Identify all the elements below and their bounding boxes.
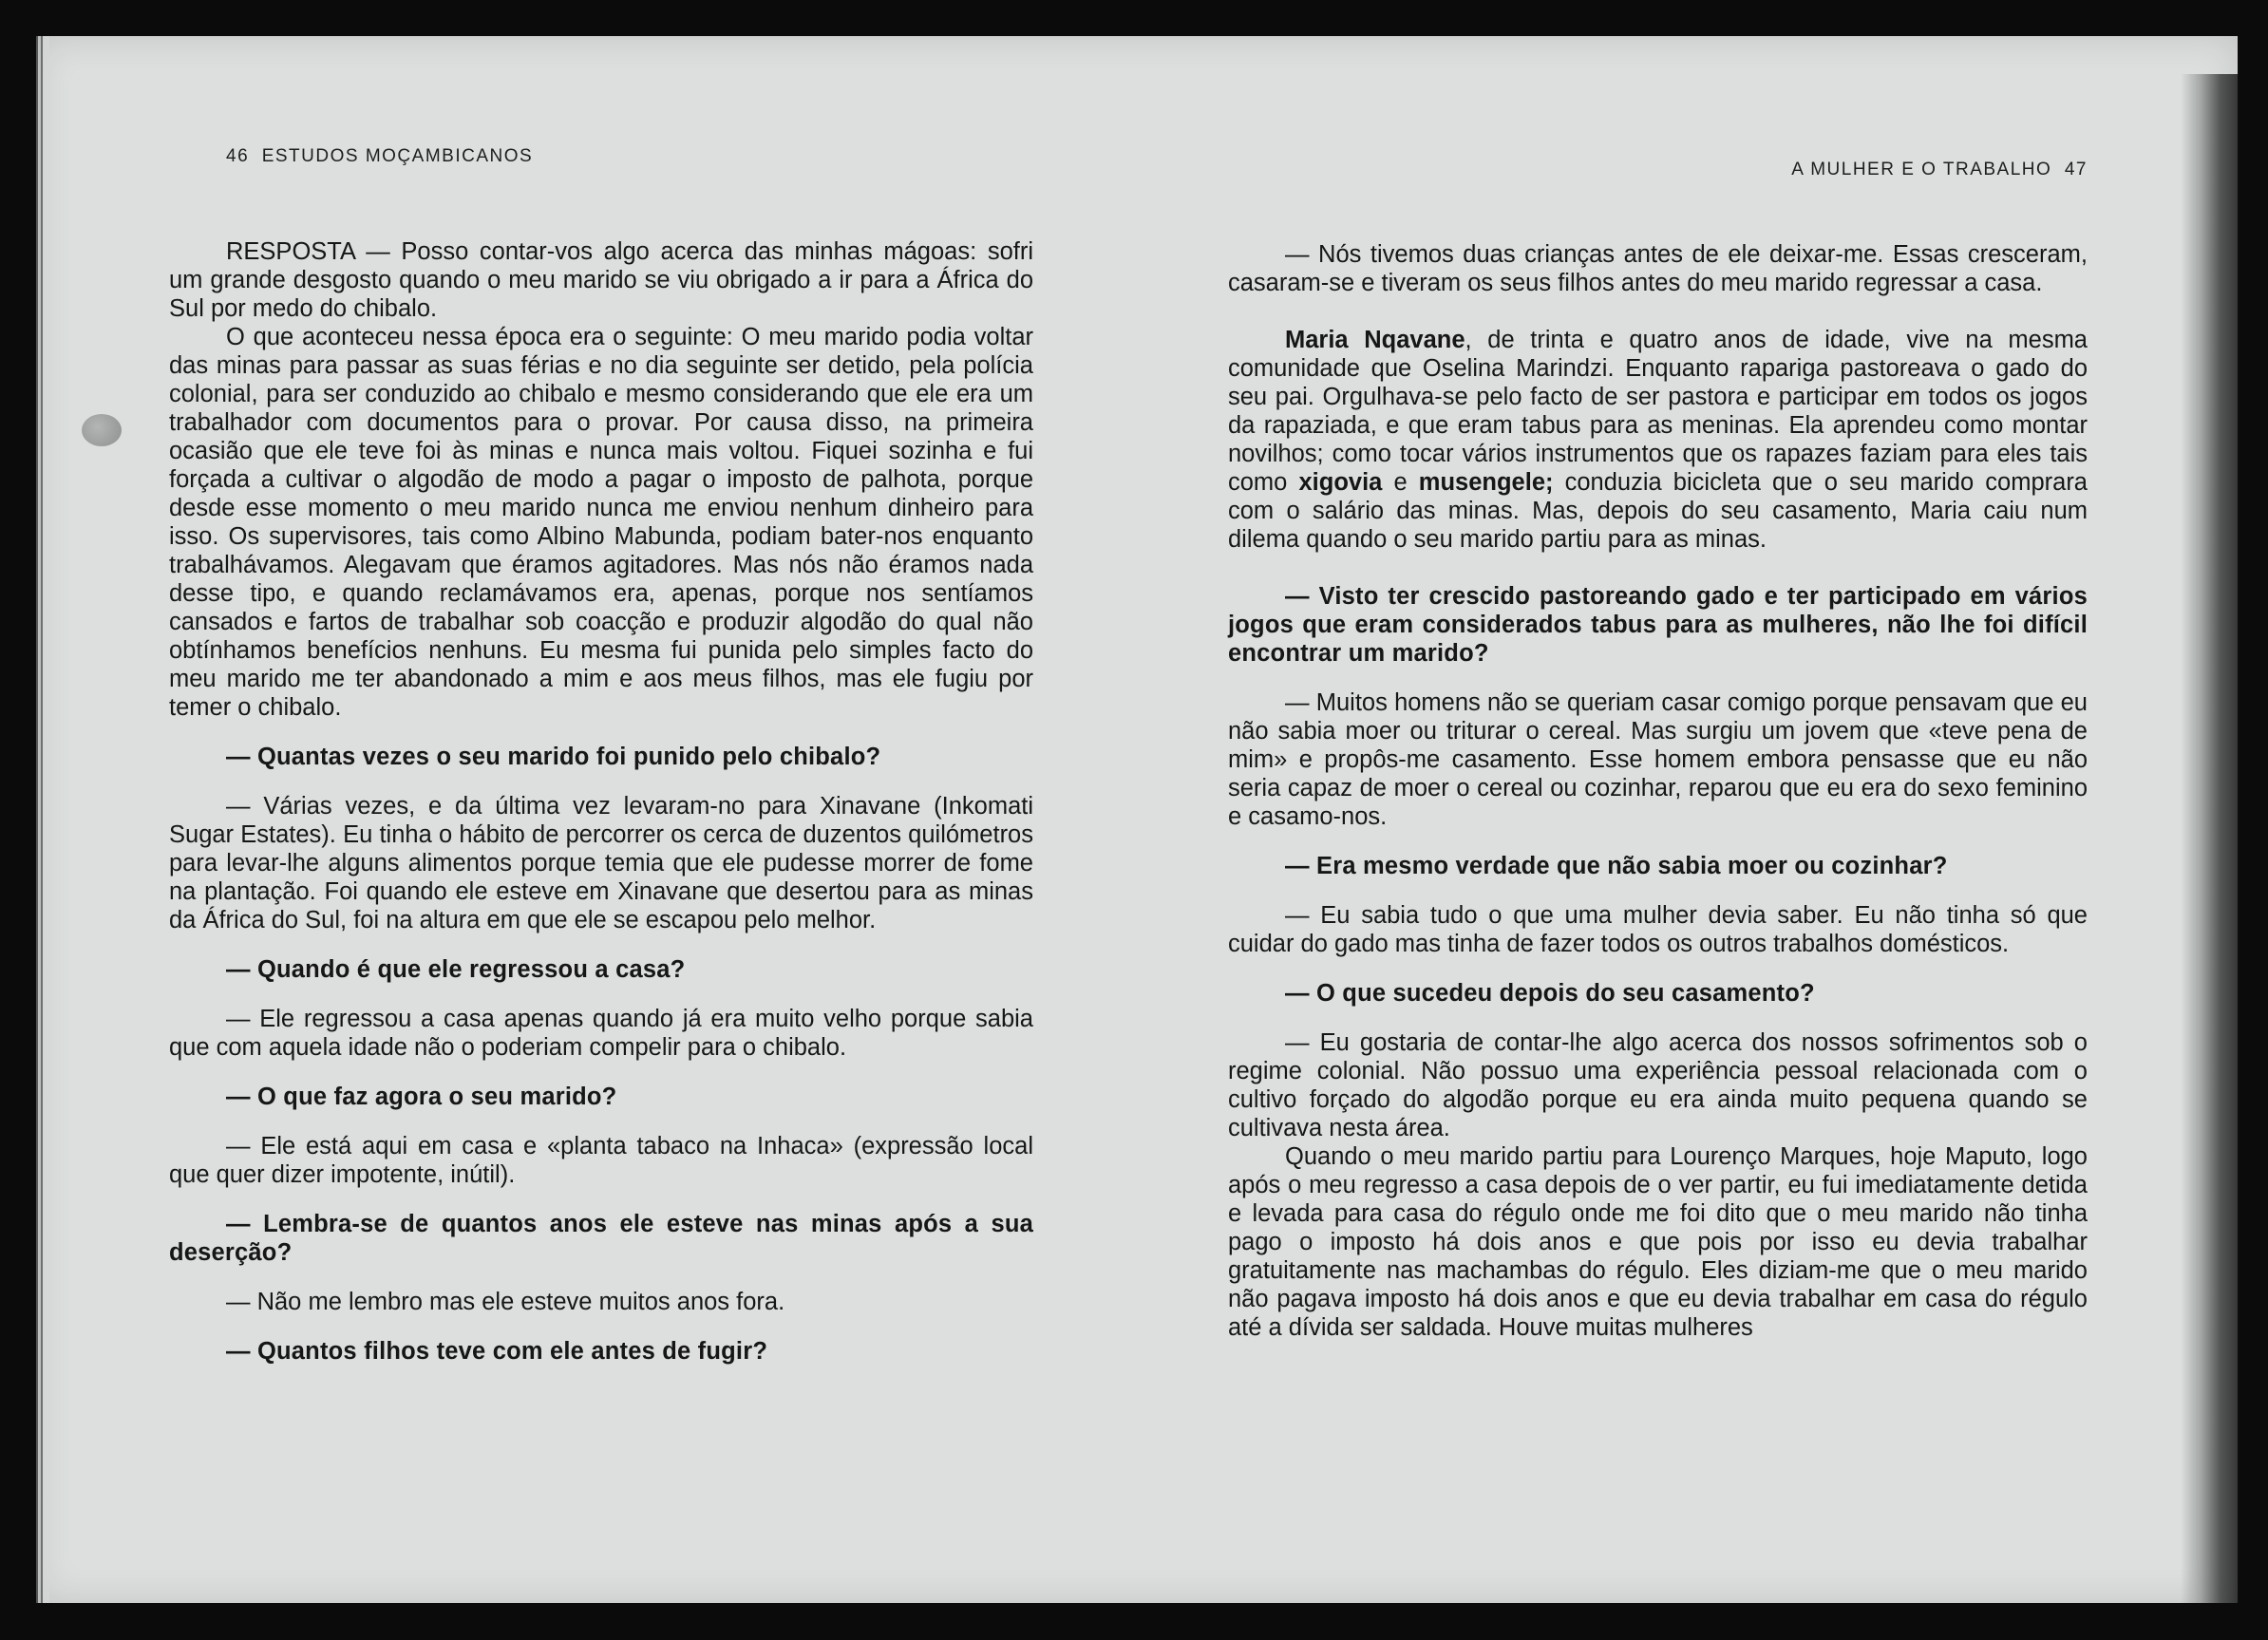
right-running-head: A MULHER E O TRABALHO [1791, 160, 2052, 179]
intro-name: Maria Nqavane [1285, 327, 1465, 353]
left-page-number: 46 [226, 146, 250, 166]
left-page-body [169, 237, 1033, 1366]
answer-paragraph: — Muitos homens não se queriam casar comigo porque pensavam que eu não sabia moer ou triturar o cereal. Mas surgiu um jovem que «teve pena de mim» e propôs-me casamento. Esse homem embora pensasse que eu não seria capaz de moer o cereal ou cozinhar, reparou que eu era do sexo feminino e casamo-nos. [1228, 689, 2088, 830]
question-paragraph: — Quando é que ele regressou a casa? [226, 956, 686, 983]
right-page-body [1228, 240, 2088, 1342]
question-paragraph: — Era mesmo verdade que não sabia moer ou cozinhar? [1285, 853, 1948, 879]
left-binding-edge [36, 36, 49, 1603]
answer-paragraph: — Várias vezes, e da última vez levaram-no para Xinavane (Inkomati Sugar Estates). Eu tinha o hábito de percorrer os cerca de duzentos quilómetros para levar-lhe alguns alimentos porque temia que ele pudesse morrer de fome na plantação. Foi quando ele esteve em Xinavane que desertou para as minas da África do Sul, foi na altura em que ele se escapou pelo melhor. [169, 793, 1033, 933]
answer-paragraph: RESPOSTA — Posso contar-vos algo acerca das minhas mágoas: sofri um grande desgosto quando o meu marido se viu obrigado a ir para a África do Sul por medo do chibalo. [169, 238, 1033, 322]
punch-hole [82, 414, 122, 446]
answer-paragraph: — Eu gostaria de contar-lhe algo acerca dos nossos sofrimentos sob o regime colonial. Não possuo uma experiência pessoal relacionada com o cultivo forçado do algodão porque eu era ainda muito pequena quando se cultivava nesta área. [1228, 1029, 2088, 1141]
question-paragraph: — Quantas vezes o seu marido foi punido pelo chibalo? [226, 744, 881, 770]
right-page [1228, 36, 2088, 1603]
answer-paragraph: — Ele regressou a casa apenas quando já era muito velho porque sabia que com aquela idade não o poderiam compelir para o chibalo. [169, 1006, 1033, 1061]
answer-paragraph: Quando o meu marido partiu para Lourenço Marques, hoje Maputo, logo após o meu regresso a casa depois de o ver partir, eu fui imediatamente detida e levada para casa do régulo onde me foi dito que o meu marido não tinha pago o imposto há dois anos e que pois por isso eu devia trabalhar gratuitamente nas machambas do régulo. Eles diziam-me que o meu marido não pagava imposto há dois anos e que eu devia trabalhar em casa do régulo até a dívida ser saldada. Houve muitas mulheres [1228, 1143, 2088, 1341]
right-page-edge [2181, 74, 2238, 1603]
answer-paragraph: — Eu sabia tudo o que uma mulher devia saber. Eu não tinha só que cuidar do gado mas tinha de fazer todos os outros trabalhos domésticos. [1228, 902, 2088, 957]
scanned-spread [36, 36, 2238, 1603]
term-xigovia: xigovia [1298, 469, 1383, 496]
left-page [169, 36, 1033, 1603]
question-paragraph: — Quantos filhos teve com ele antes de fugir? [226, 1338, 768, 1365]
answer-paragraph: — Ele está aqui em casa e «planta tabaco na Inhaca» (expressão local que quer dizer impotente, inútil). [169, 1133, 1033, 1188]
question-paragraph: — Visto ter crescido pastoreando gado e ter participado em vários jogos que eram considerados tabus para as mulheres, não lhe foi difícil encontrar um marido? [1228, 583, 2088, 667]
right-page-number: 47 [2064, 160, 2088, 179]
question-paragraph: — O que faz agora o seu marido? [226, 1084, 617, 1110]
intro-text: e [1382, 469, 1419, 496]
answer-paragraph: — Nós tivemos duas crianças antes de ele deixar-me. Essas cresceram, casaram-se e tiveram os seus filhos antes do meu marido regressar a casa. [1228, 241, 2088, 296]
answer-paragraph: O que aconteceu nessa época era o seguinte: O meu marido podia voltar das minas para passar as suas férias e no dia seguinte ser detido, pela polícia colonial, para ser conduzido ao chibalo e mesmo considerando que ele era um trabalhador com documentos para o provar. Por causa disso, na primeira ocasião que ele teve foi às minas e nunca mais voltou. Fiquei sozinha e fui forçada a cultivar o algodão de modo a pagar o imposto de palhota, porque desde esse momento o meu marido nunca me enviou nenhum dinheiro para isso. Os supervisores, tais como Albino Mabunda, podiam bater-nos enquanto trabalhávamos. Alegavam que éramos agitadores. Mas nós não éramos nada desse tipo, e quando reclamávamos era, apenas, porque nos sentíamos cansados e fartos de trabalhar sob coacção e produzir algodão do qual não obtínhamos benefícios nenhuns. Eu mesma fui punida pelo simples facto do meu marido me ter abandonado a mim e aos meus filhos, mas ele fugiu por temer o chibalo. [169, 324, 1033, 721]
term-musengele: musengele; [1418, 469, 1554, 496]
right-page-header [1791, 156, 2088, 184]
intro-paragraph [1228, 326, 2088, 554]
left-page-header [226, 142, 533, 171]
question-paragraph: — O que sucedeu depois do seu casamento? [1285, 980, 1815, 1007]
question-paragraph: — Lembra-se de quantos anos ele esteve nas minas após a sua deserção? [169, 1211, 1033, 1266]
left-running-head: ESTUDOS MOÇAMBICANOS [261, 146, 534, 166]
intro-text: conduzia bicicleta que o seu marido comprara com o salário das minas. Mas, depois do seu casamento, Maria caiu num dilema quando o seu marido partiu para as minas. [1228, 469, 2088, 553]
answer-paragraph: — Não me lembro mas ele esteve muitos anos fora. [226, 1289, 785, 1315]
intro-text: , de trinta e quatro anos de idade, vive na mesma comunidade que Oselina Marindzi. Enquanto rapariga pastoreava o gado do seu pai. Orgulhava-se pelo facto de ser pastora e participar em todos os jogos da rapaziada, e que eram tabus para as meninas. Ela aprendeu como montar novilhos; como tocar vários instrumentos que os rapazes faziam para eles tais como [1228, 327, 2088, 496]
